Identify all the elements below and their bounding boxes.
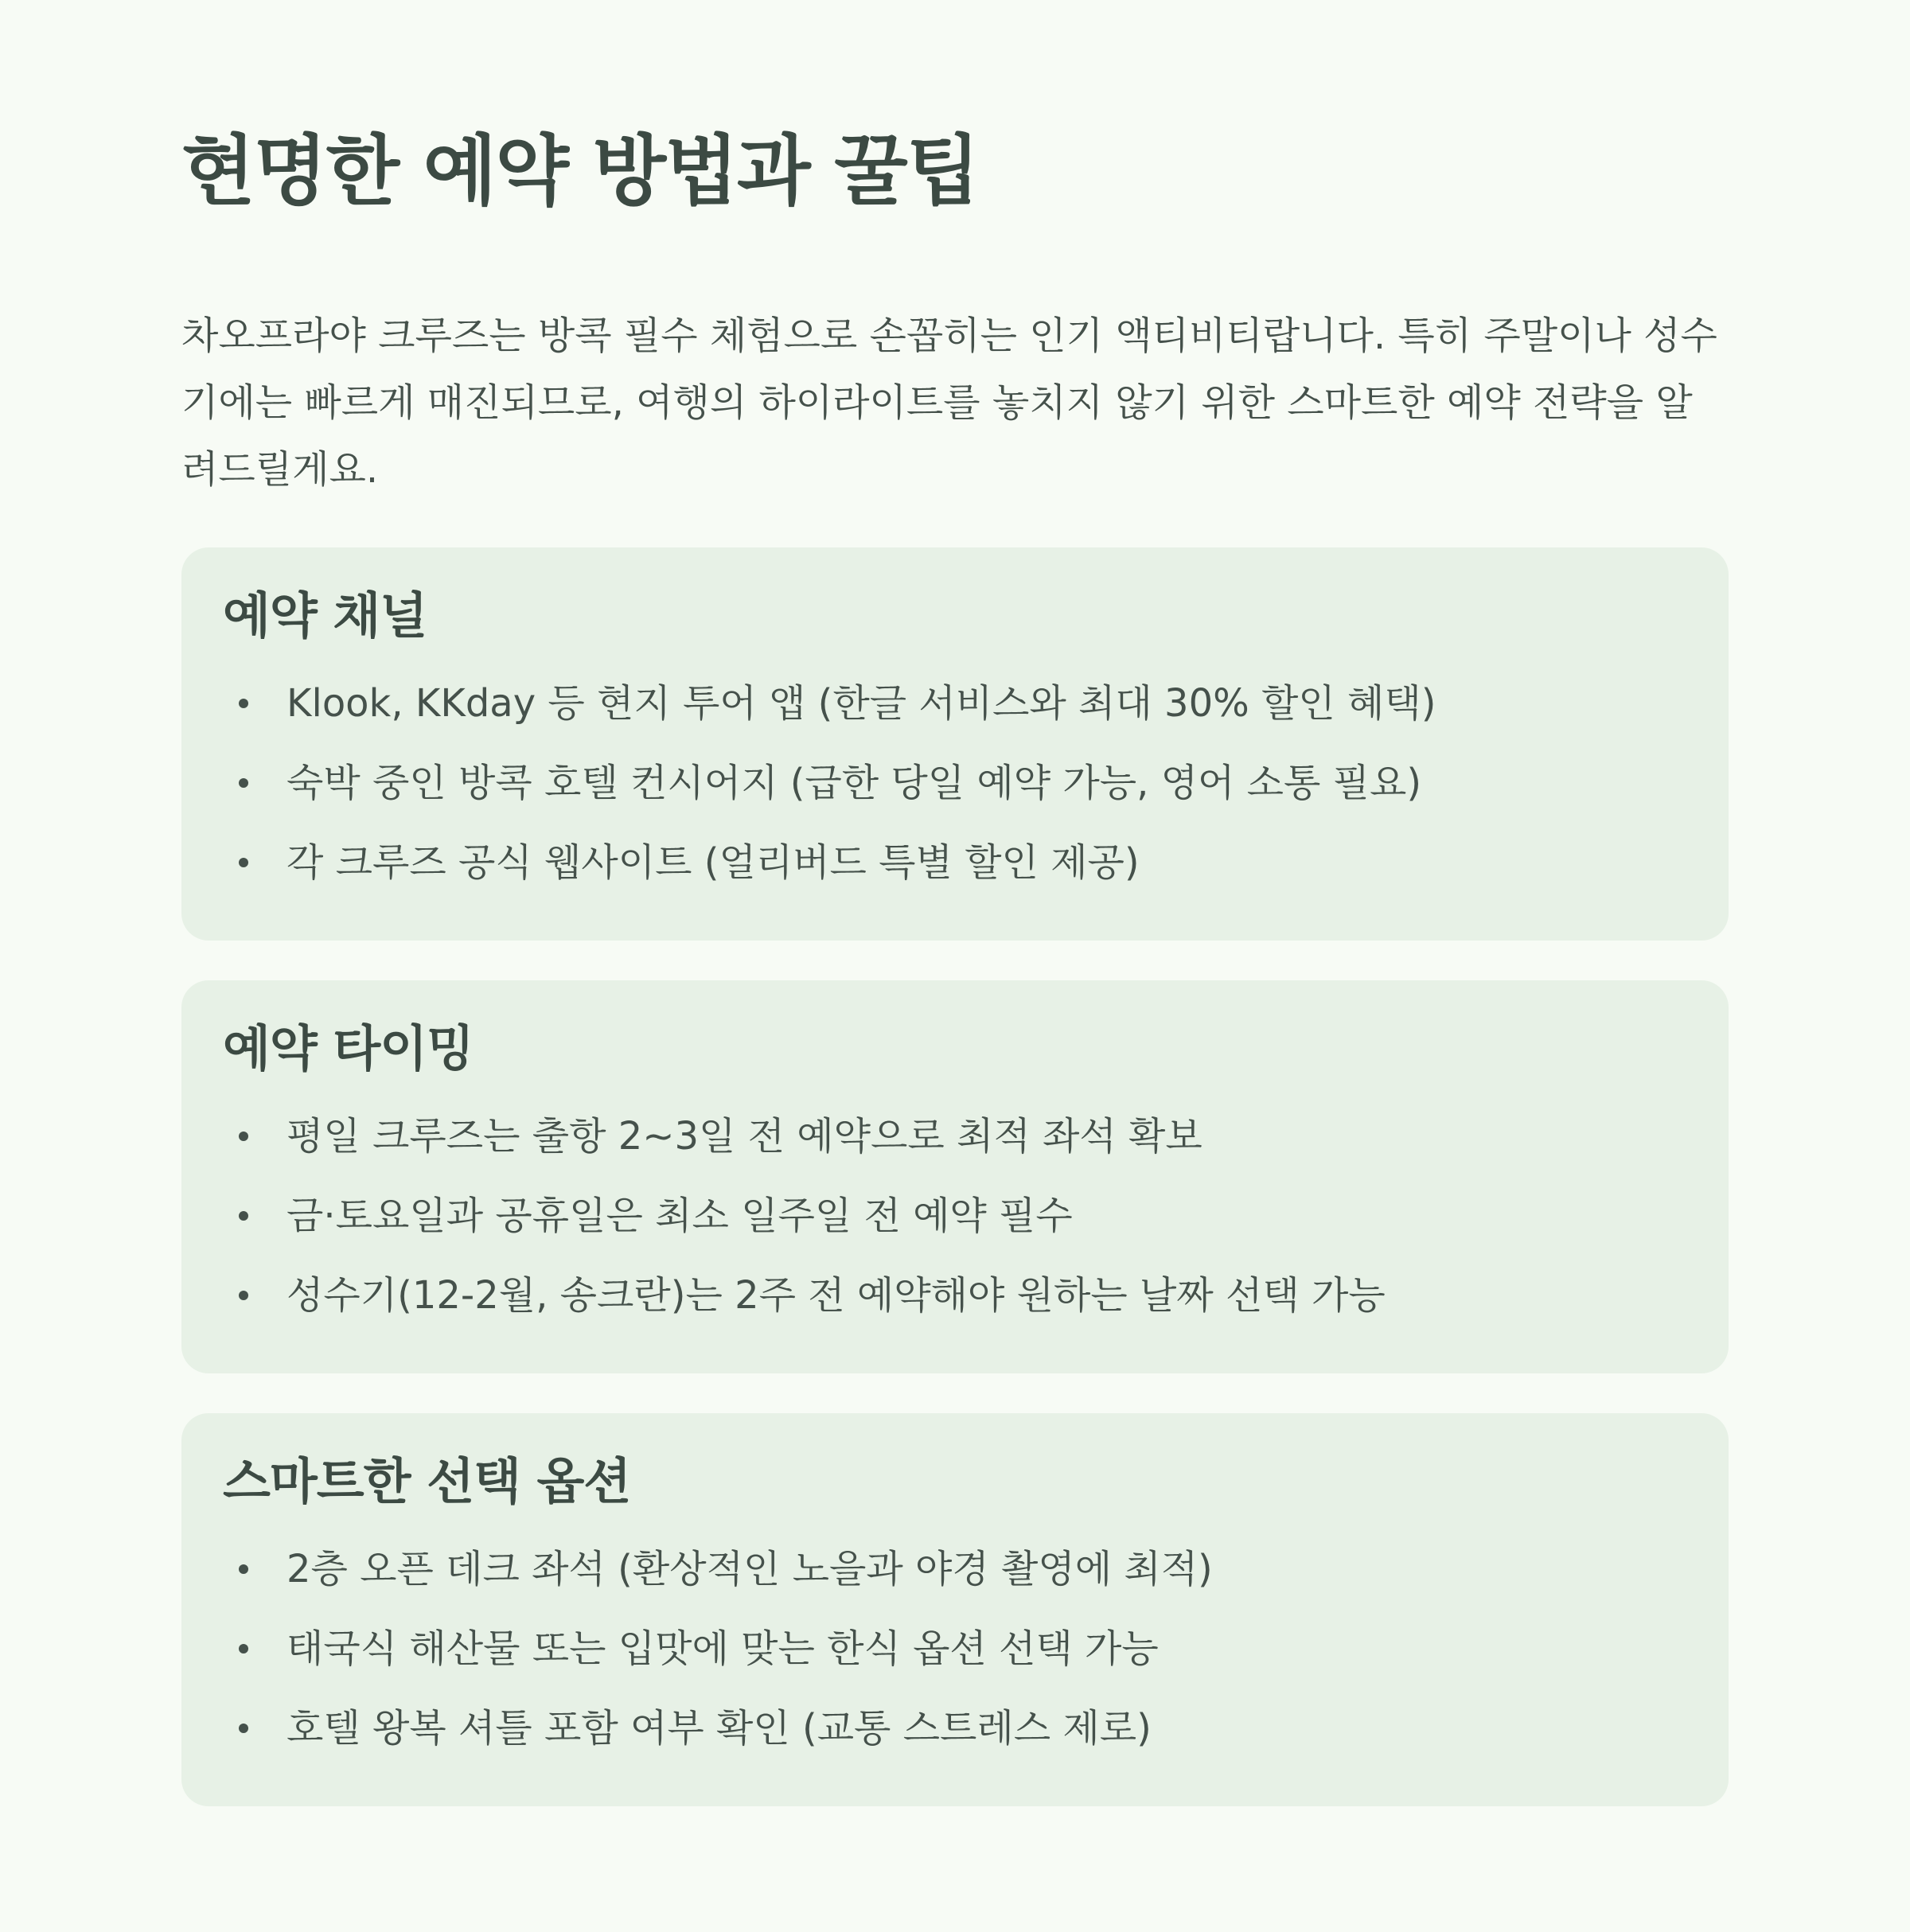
list-item: [223, 664, 1687, 743]
list-item-text: 금·토요일과 공휴일은 최소 일주일 전 예약 필수: [286, 1194, 1073, 1238]
list-item-text: 2층 오픈 데크 좌석 (환상적인 노을과 야경 촬영에 최적): [286, 1547, 1213, 1591]
bullet-icon: [239, 1291, 248, 1300]
list-item: [223, 1689, 1687, 1768]
bullet-icon: [239, 699, 248, 708]
bullet-icon: [239, 1564, 248, 1574]
section-heading: 예약 타이밍: [223, 1019, 474, 1077]
content: [181, 119, 1729, 1806]
bullet-icon: [239, 1132, 248, 1141]
bullet-icon: [239, 1724, 248, 1733]
list-item: [223, 1609, 1687, 1689]
bullet-icon: [239, 1644, 248, 1653]
list-item: [223, 823, 1687, 902]
list-item-text: 평일 크루즈는 출항 2~3일 전 예약으로 최적 좌석 확보: [286, 1114, 1203, 1159]
bullet-list: [223, 1096, 1687, 1335]
list-item-text: 성수기(12-2월, 송크란)는 2주 전 예약해야 원하는 날짜 선택 가능: [286, 1273, 1386, 1318]
section-heading: 예약 채널: [223, 586, 427, 645]
list-item: [223, 1256, 1687, 1335]
section-card-booking-channels: [181, 547, 1729, 941]
list-item-text: 숙박 중인 방콕 호텔 컨시어지 (급한 당일 예약 가능, 영어 소통 필요): [286, 761, 1422, 805]
list-item: [223, 1096, 1687, 1176]
section-heading: 스마트한 선택 옵션: [223, 1452, 631, 1510]
bullet-icon: [239, 1211, 248, 1221]
section-card-booking-timing: [181, 980, 1729, 1373]
bullet-list: [223, 664, 1687, 902]
bullet-icon: [239, 778, 248, 788]
bullet-icon: [239, 858, 248, 867]
list-item: [223, 1176, 1687, 1256]
list-item-text: 호텔 왕복 셔틀 포함 여부 확인 (교통 스트레스 제로): [286, 1706, 1152, 1751]
page-title: 현명한 예약 방법과 꿀팁: [181, 127, 979, 216]
intro-paragraph: 차오프라야 크루즈는 방콕 필수 체험으로 손꼽히는 인기 액티비티랍니다. 특히 주말이나 성수기에는 빠르게 매진되므로, 여행의 하이라이트를 놓치지 않기 위한 스마트한 예약 전략을 알려드릴게요.: [181, 314, 1717, 492]
bullet-list: [223, 1529, 1687, 1768]
list-item: [223, 1529, 1687, 1609]
section-card-smart-options: [181, 1413, 1729, 1806]
list-item-text: 각 크루즈 공식 웹사이트 (얼리버드 특별 할인 제공): [286, 840, 1140, 885]
list-item: [223, 743, 1687, 823]
list-item-text: Klook, KKday 등 현지 투어 앱 (한글 서비스와 최대 30% 할인 혜택): [286, 681, 1436, 726]
list-item-text: 태국식 해산물 또는 입맛에 맞는 한식 옵션 선택 가능: [286, 1626, 1159, 1671]
